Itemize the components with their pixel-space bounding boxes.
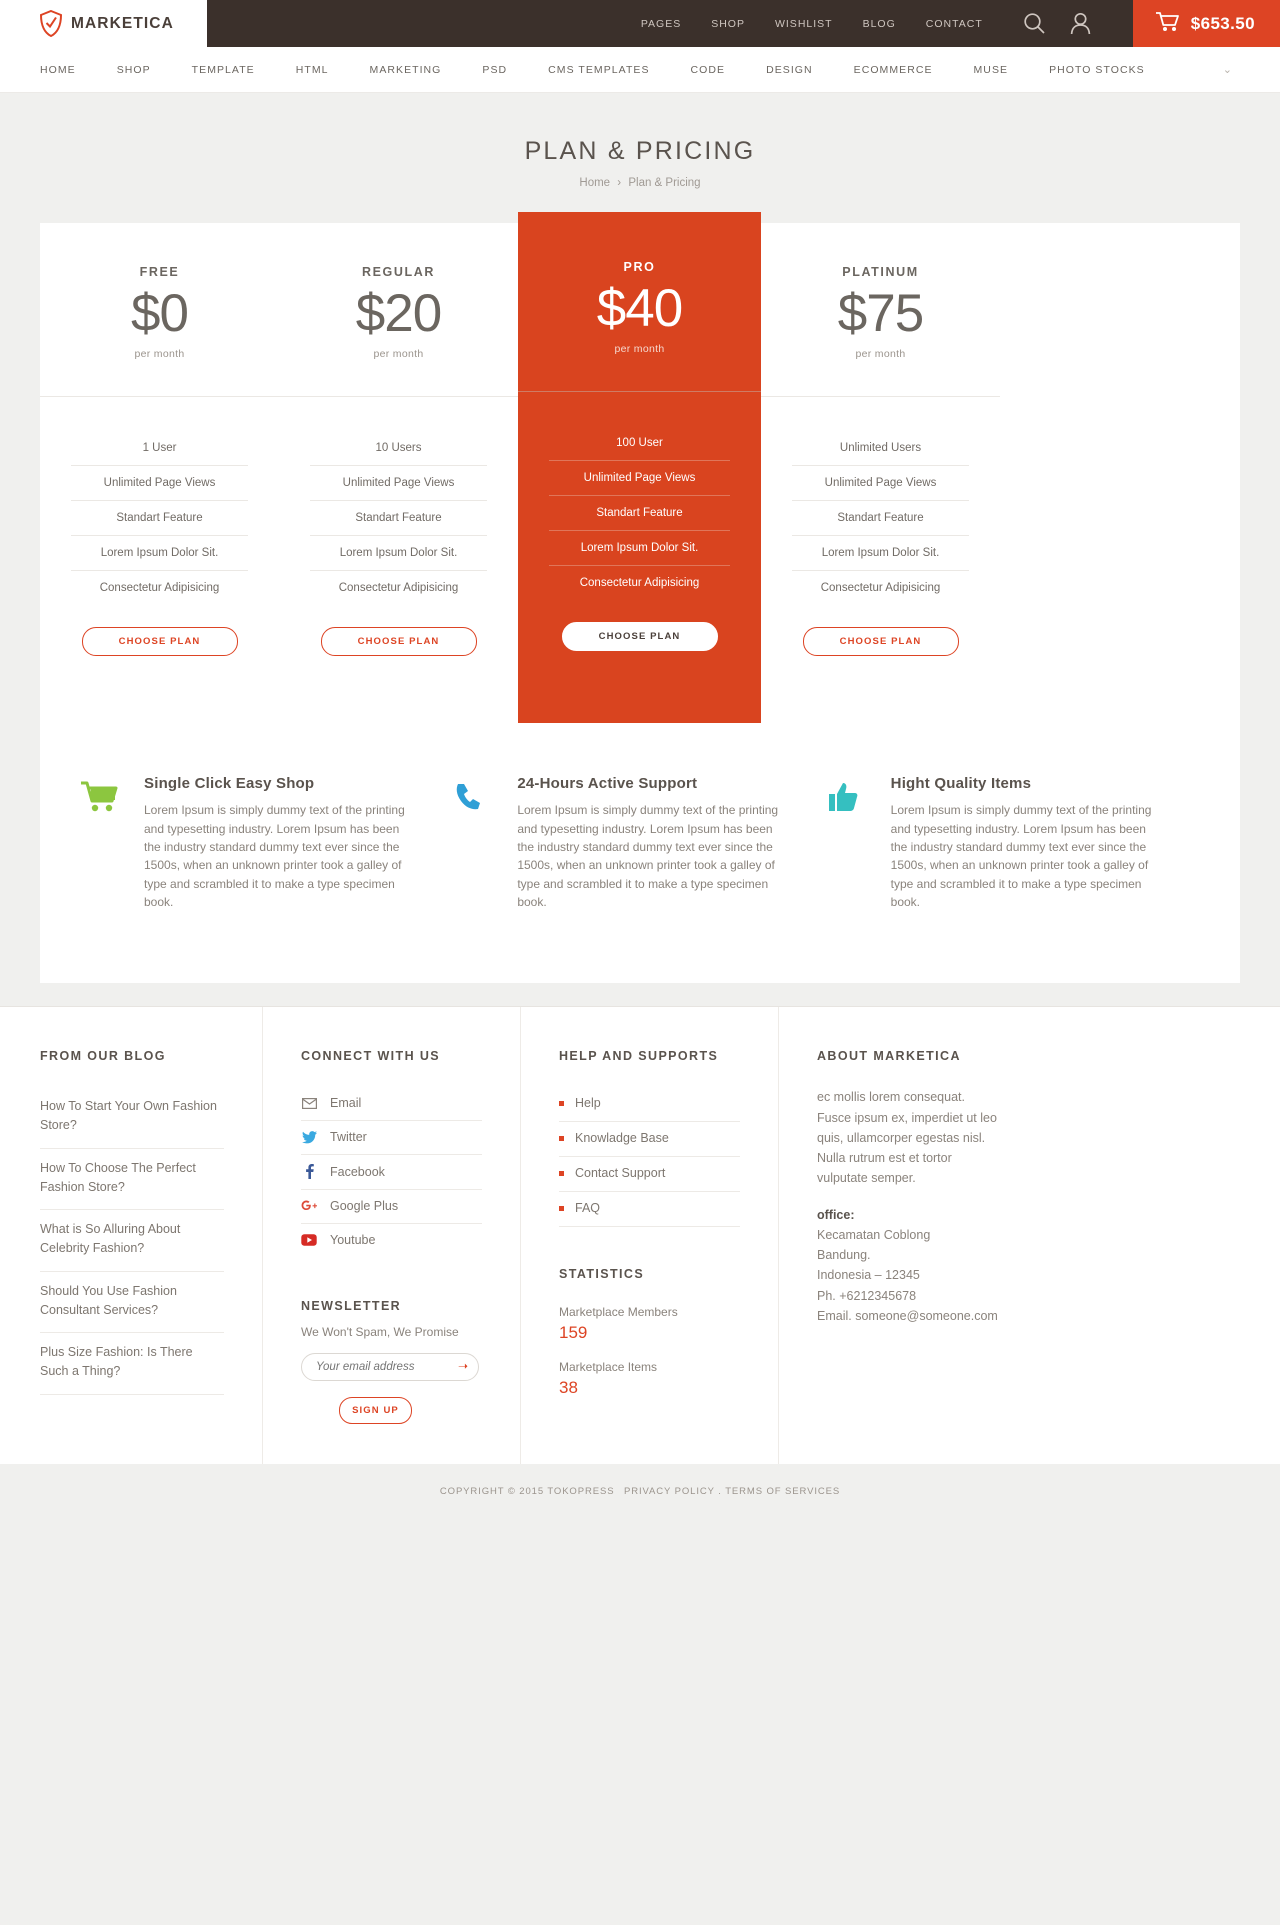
plan-feature: Unlimited Page Views bbox=[549, 461, 730, 496]
plan-button-wrap bbox=[761, 605, 1000, 716]
social-label: Email bbox=[330, 1096, 362, 1111]
plan-feature: Unlimited Page Views bbox=[71, 466, 248, 501]
help-item-knowladge-base[interactable] bbox=[559, 1122, 740, 1157]
plan-price: $0 bbox=[131, 284, 188, 343]
plan-feature: Lorem Ipsum Dolor Sit. bbox=[549, 531, 730, 566]
phone-icon bbox=[453, 775, 499, 911]
footer-help-column bbox=[520, 1007, 778, 1464]
copyright-text: COPYRIGHT © 2015 TOKOPRESS bbox=[439, 1486, 615, 1498]
plan-button-wrap bbox=[40, 605, 279, 716]
feature-single-click-easy-shop bbox=[80, 775, 453, 911]
nav-item-shop[interactable]: SHOP bbox=[116, 63, 151, 76]
newsletter-form bbox=[301, 1353, 479, 1381]
feature-text: Lorem Ipsum is simply dummy text of the printing and typesetting industry. Lorem Ipsum has been the industry standard dummy text ever since the 1500s, when an unknown printer took a galley of type and scrambled it to make a type specimen book. bbox=[517, 803, 779, 910]
pricing-plan-platinum bbox=[761, 223, 1000, 716]
google-plus-icon bbox=[301, 1200, 317, 1212]
plan-feature: Consectetur Adipisicing bbox=[338, 582, 459, 595]
feature-text: Lorem Ipsum is simply dummy text of the printing and typesetting industry. Lorem Ipsum has been the industry standard dummy text ever since the 1500s, when an unknown printer took a galley of type and scrambled it to make a type specimen book. bbox=[144, 803, 405, 910]
chevron-down-icon[interactable]: ⌄ bbox=[1222, 64, 1232, 76]
nav-item-photo-stocks[interactable]: PHOTO STOCKS bbox=[1049, 63, 1145, 76]
footer-blog-post[interactable]: What is So Alluring About Celebrity Fashion? bbox=[40, 1210, 224, 1272]
social-list bbox=[301, 1087, 482, 1257]
choose-plan-button-pro[interactable]: CHOOSE PLAN bbox=[562, 622, 718, 651]
breadcrumb-current: Plan & Pricing bbox=[628, 177, 701, 189]
help-item-faq[interactable] bbox=[559, 1192, 740, 1227]
content-card bbox=[40, 223, 1240, 983]
bullet-icon bbox=[559, 1136, 564, 1141]
bullet-icon bbox=[559, 1206, 564, 1211]
plan-head bbox=[40, 223, 279, 396]
stat-label-items: Marketplace Items bbox=[559, 1360, 658, 1375]
social-item-email[interactable] bbox=[301, 1087, 482, 1121]
plan-features bbox=[40, 397, 279, 605]
social-label: Google Plus bbox=[330, 1199, 399, 1214]
plan-name: PLATINUM bbox=[842, 265, 919, 279]
nav-item-cms-templates[interactable]: CMS TEMPLATES bbox=[548, 63, 650, 76]
plan-features bbox=[761, 397, 1000, 605]
plan-period: per month bbox=[134, 348, 185, 361]
social-label: Twitter bbox=[330, 1130, 367, 1145]
pricing-plan-regular bbox=[279, 223, 518, 716]
nav-item-code[interactable]: CODE bbox=[690, 63, 726, 76]
choose-plan-button-platinum[interactable]: CHOOSE PLAN bbox=[803, 627, 959, 656]
plan-name: REGULAR bbox=[361, 265, 435, 279]
footer-help-title: HELP AND SUPPORTS bbox=[559, 1049, 719, 1064]
plan-feature: 100 User bbox=[549, 426, 730, 461]
nav-item-home[interactable]: HOME bbox=[40, 63, 76, 76]
plan-feature: Standart Feature bbox=[310, 501, 487, 536]
pricing-plan-free bbox=[40, 223, 279, 716]
plan-price: $40 bbox=[596, 279, 683, 338]
feature-body bbox=[891, 775, 1158, 911]
footer-blog-post[interactable]: Plus Size Fashion: Is There Such a Thing? bbox=[40, 1333, 224, 1395]
breadcrumb-separator: › bbox=[617, 177, 622, 189]
footer-connect-column bbox=[262, 1007, 520, 1464]
feature-body bbox=[517, 775, 784, 911]
top-nav-item-pages[interactable]: PAGES bbox=[640, 17, 682, 30]
stat-value-items: 38 bbox=[559, 1378, 578, 1398]
plan-head bbox=[279, 223, 518, 396]
plan-head bbox=[518, 212, 761, 391]
feature-text: Lorem Ipsum is simply dummy text of the printing and typesetting industry. Lorem Ipsum has been the industry standard dummy text ever since the 1500s, when an unknown printer took a galley of type and scrambled it to make a type specimen book. bbox=[890, 803, 1152, 910]
about-office-line: Indonesia – 12345 bbox=[817, 1268, 920, 1283]
footer bbox=[0, 1006, 1280, 1464]
plan-feature: 1 User bbox=[71, 431, 248, 466]
help-label: Contact Support bbox=[575, 1166, 666, 1181]
help-item-help[interactable] bbox=[559, 1087, 740, 1122]
about-office-line: Kecamatan Coblong bbox=[817, 1227, 931, 1242]
plan-feature: Standart Feature bbox=[71, 501, 248, 536]
footer-blog-post[interactable]: How To Choose The Perfect Fashion Store? bbox=[40, 1149, 224, 1211]
feature-title: Hight Quality Items bbox=[890, 775, 1032, 793]
feature-title: 24-Hours Active Support bbox=[517, 775, 698, 793]
social-item-google-plus[interactable] bbox=[301, 1190, 482, 1224]
newsletter-subtitle: We Won't Spam, We Promise bbox=[301, 1325, 459, 1340]
top-nav-item-contact[interactable]: CONTACT bbox=[925, 17, 983, 30]
nav-item-design[interactable]: DESIGN bbox=[766, 63, 813, 76]
top-nav-item-blog[interactable]: BLOG bbox=[862, 17, 896, 30]
nav-item-template[interactable]: TEMPLATE bbox=[191, 63, 255, 76]
pricing-table bbox=[40, 223, 1240, 723]
plan-period: per month bbox=[855, 348, 906, 361]
logo-text: MARKETICA bbox=[71, 14, 174, 32]
breadcrumb bbox=[0, 177, 1280, 189]
plan-feature: Unlimited Page Views bbox=[792, 466, 969, 501]
search-icon[interactable] bbox=[1023, 12, 1046, 35]
footer-about-title: ABOUT MARKETICA bbox=[817, 1049, 961, 1064]
page-title: PLAN & PRICING bbox=[524, 137, 756, 165]
nav-item-marketing[interactable]: MARKETING bbox=[369, 63, 442, 76]
shopping-cart-icon bbox=[80, 775, 126, 911]
footer-about-column bbox=[778, 1007, 1040, 1464]
plan-feature: Lorem Ipsum Dolor Sit. bbox=[310, 536, 487, 571]
plan-feature: Standart Feature bbox=[792, 501, 969, 536]
footer-blog-post[interactable]: Should You Use Fashion Consultant Services? bbox=[40, 1272, 224, 1334]
plan-feature: 10 Users bbox=[310, 431, 487, 466]
plan-feature: Lorem Ipsum Dolor Sit. bbox=[792, 536, 969, 571]
social-item-facebook[interactable] bbox=[301, 1155, 482, 1190]
newsletter-title: NEWSLETTER bbox=[301, 1299, 402, 1314]
bullet-icon bbox=[559, 1171, 564, 1176]
social-item-twitter[interactable] bbox=[301, 1121, 482, 1155]
cart-icon bbox=[1155, 11, 1180, 37]
social-label: Facebook bbox=[330, 1164, 385, 1179]
about-office bbox=[817, 1205, 1002, 1327]
terms-of-services-link[interactable]: TERMS OF SERVICES bbox=[725, 1486, 841, 1498]
plan-name: FREE bbox=[139, 265, 180, 279]
plan-period: per month bbox=[614, 343, 665, 356]
twitter-icon bbox=[301, 1131, 317, 1144]
shield-check-icon bbox=[40, 10, 62, 37]
feature-title: Single Click Easy Shop bbox=[144, 775, 315, 793]
top-nav-item-wishlist[interactable]: WISHLIST bbox=[774, 17, 833, 30]
logo[interactable] bbox=[0, 0, 207, 47]
newsletter-signup-button[interactable]: SIGN UP bbox=[339, 1397, 412, 1424]
bullet-icon bbox=[559, 1101, 564, 1106]
help-item-contact-support[interactable] bbox=[559, 1157, 740, 1192]
stat-value-members: 159 bbox=[559, 1323, 588, 1343]
page-header bbox=[0, 93, 1280, 223]
plan-button-wrap bbox=[518, 600, 761, 711]
nav-item-psd[interactable]: PSD bbox=[482, 63, 508, 76]
cart-button[interactable] bbox=[1133, 0, 1280, 47]
youtube-icon bbox=[301, 1234, 317, 1246]
help-label: FAQ bbox=[575, 1201, 601, 1216]
plan-button-wrap bbox=[279, 605, 518, 716]
plan-feature: Lorem Ipsum Dolor Sit. bbox=[71, 536, 248, 571]
plan-feature: Consectetur Adipisicing bbox=[579, 577, 700, 590]
social-item-youtube[interactable] bbox=[301, 1224, 482, 1257]
choose-plan-button-free[interactable]: CHOOSE PLAN bbox=[82, 627, 238, 656]
thumbs-up-icon bbox=[827, 775, 873, 911]
copyright-dot: . bbox=[718, 1486, 722, 1498]
top-bar bbox=[0, 0, 1280, 47]
main-nav bbox=[0, 47, 1280, 93]
choose-plan-button-regular[interactable]: CHOOSE PLAN bbox=[321, 627, 477, 656]
about-text: ec mollis lorem consequat. Fusce ipsum ex, imperdiet ut leo quis, ullamcorper egestas nisl. Nulla rutrum est et tortor vulputate semper. bbox=[817, 1090, 997, 1186]
help-label: Knowladge Base bbox=[575, 1131, 669, 1146]
feature-24-hours-active-support bbox=[453, 775, 826, 911]
facebook-icon bbox=[301, 1164, 317, 1179]
breadcrumb-home[interactable]: Home bbox=[579, 177, 611, 189]
about-office-line: Email. someone@someone.com bbox=[817, 1308, 998, 1323]
features-row bbox=[40, 723, 1240, 983]
help-label: Help bbox=[575, 1096, 601, 1111]
plan-price: $20 bbox=[355, 284, 442, 343]
footer-connect-title: CONNECT WITH US bbox=[301, 1049, 441, 1064]
nav-item-ecommerce[interactable]: ECOMMERCE bbox=[853, 63, 933, 76]
nav-item-muse[interactable]: MUSE bbox=[973, 63, 1009, 76]
plan-head bbox=[761, 223, 1000, 396]
feature-body bbox=[144, 775, 411, 911]
stat-label-members: Marketplace Members bbox=[559, 1305, 678, 1320]
help-list bbox=[559, 1087, 740, 1227]
pricing-plan-pro bbox=[518, 212, 761, 723]
plan-feature: Standart Feature bbox=[549, 496, 730, 531]
plan-features bbox=[279, 397, 518, 605]
footer-blog-title: FROM OUR BLOG bbox=[40, 1049, 166, 1064]
top-nav bbox=[207, 0, 1133, 47]
feature-hight-quality-items bbox=[827, 775, 1200, 911]
about-office-line: Ph. +6212345678 bbox=[817, 1288, 917, 1303]
newsletter-email-input[interactable] bbox=[301, 1353, 479, 1381]
footer-blog-post[interactable]: How To Start Your Own Fashion Store? bbox=[40, 1087, 224, 1149]
user-icon[interactable] bbox=[1070, 12, 1091, 35]
plan-period: per month bbox=[373, 348, 424, 361]
about-office-line: Bandung. bbox=[817, 1248, 871, 1263]
cart-total: $653.50 bbox=[1190, 13, 1255, 33]
social-label: Youtube bbox=[330, 1233, 376, 1248]
plan-feature: Unlimited Users bbox=[792, 431, 969, 466]
about-office-label: office: bbox=[817, 1207, 855, 1222]
envelope-icon bbox=[301, 1098, 317, 1109]
plan-feature: Consectetur Adipisicing bbox=[820, 582, 941, 595]
footer-blog-column bbox=[0, 1007, 262, 1464]
privacy-policy-link[interactable]: PRIVACY POLICY bbox=[623, 1486, 715, 1498]
top-icons bbox=[1013, 12, 1117, 35]
plan-price: $75 bbox=[837, 284, 924, 343]
statistics-title: STATISTICS bbox=[559, 1267, 645, 1282]
plan-feature: Unlimited Page Views bbox=[310, 466, 487, 501]
copyright-bar bbox=[0, 1464, 1280, 1523]
send-arrow-icon[interactable]: ➝ bbox=[457, 1359, 468, 1374]
plan-name: PRO bbox=[623, 260, 656, 274]
top-nav-item-shop[interactable]: SHOP bbox=[711, 17, 745, 30]
nav-item-html[interactable]: HTML bbox=[295, 63, 329, 76]
plan-feature: Consectetur Adipisicing bbox=[99, 582, 220, 595]
plan-features bbox=[518, 392, 761, 600]
